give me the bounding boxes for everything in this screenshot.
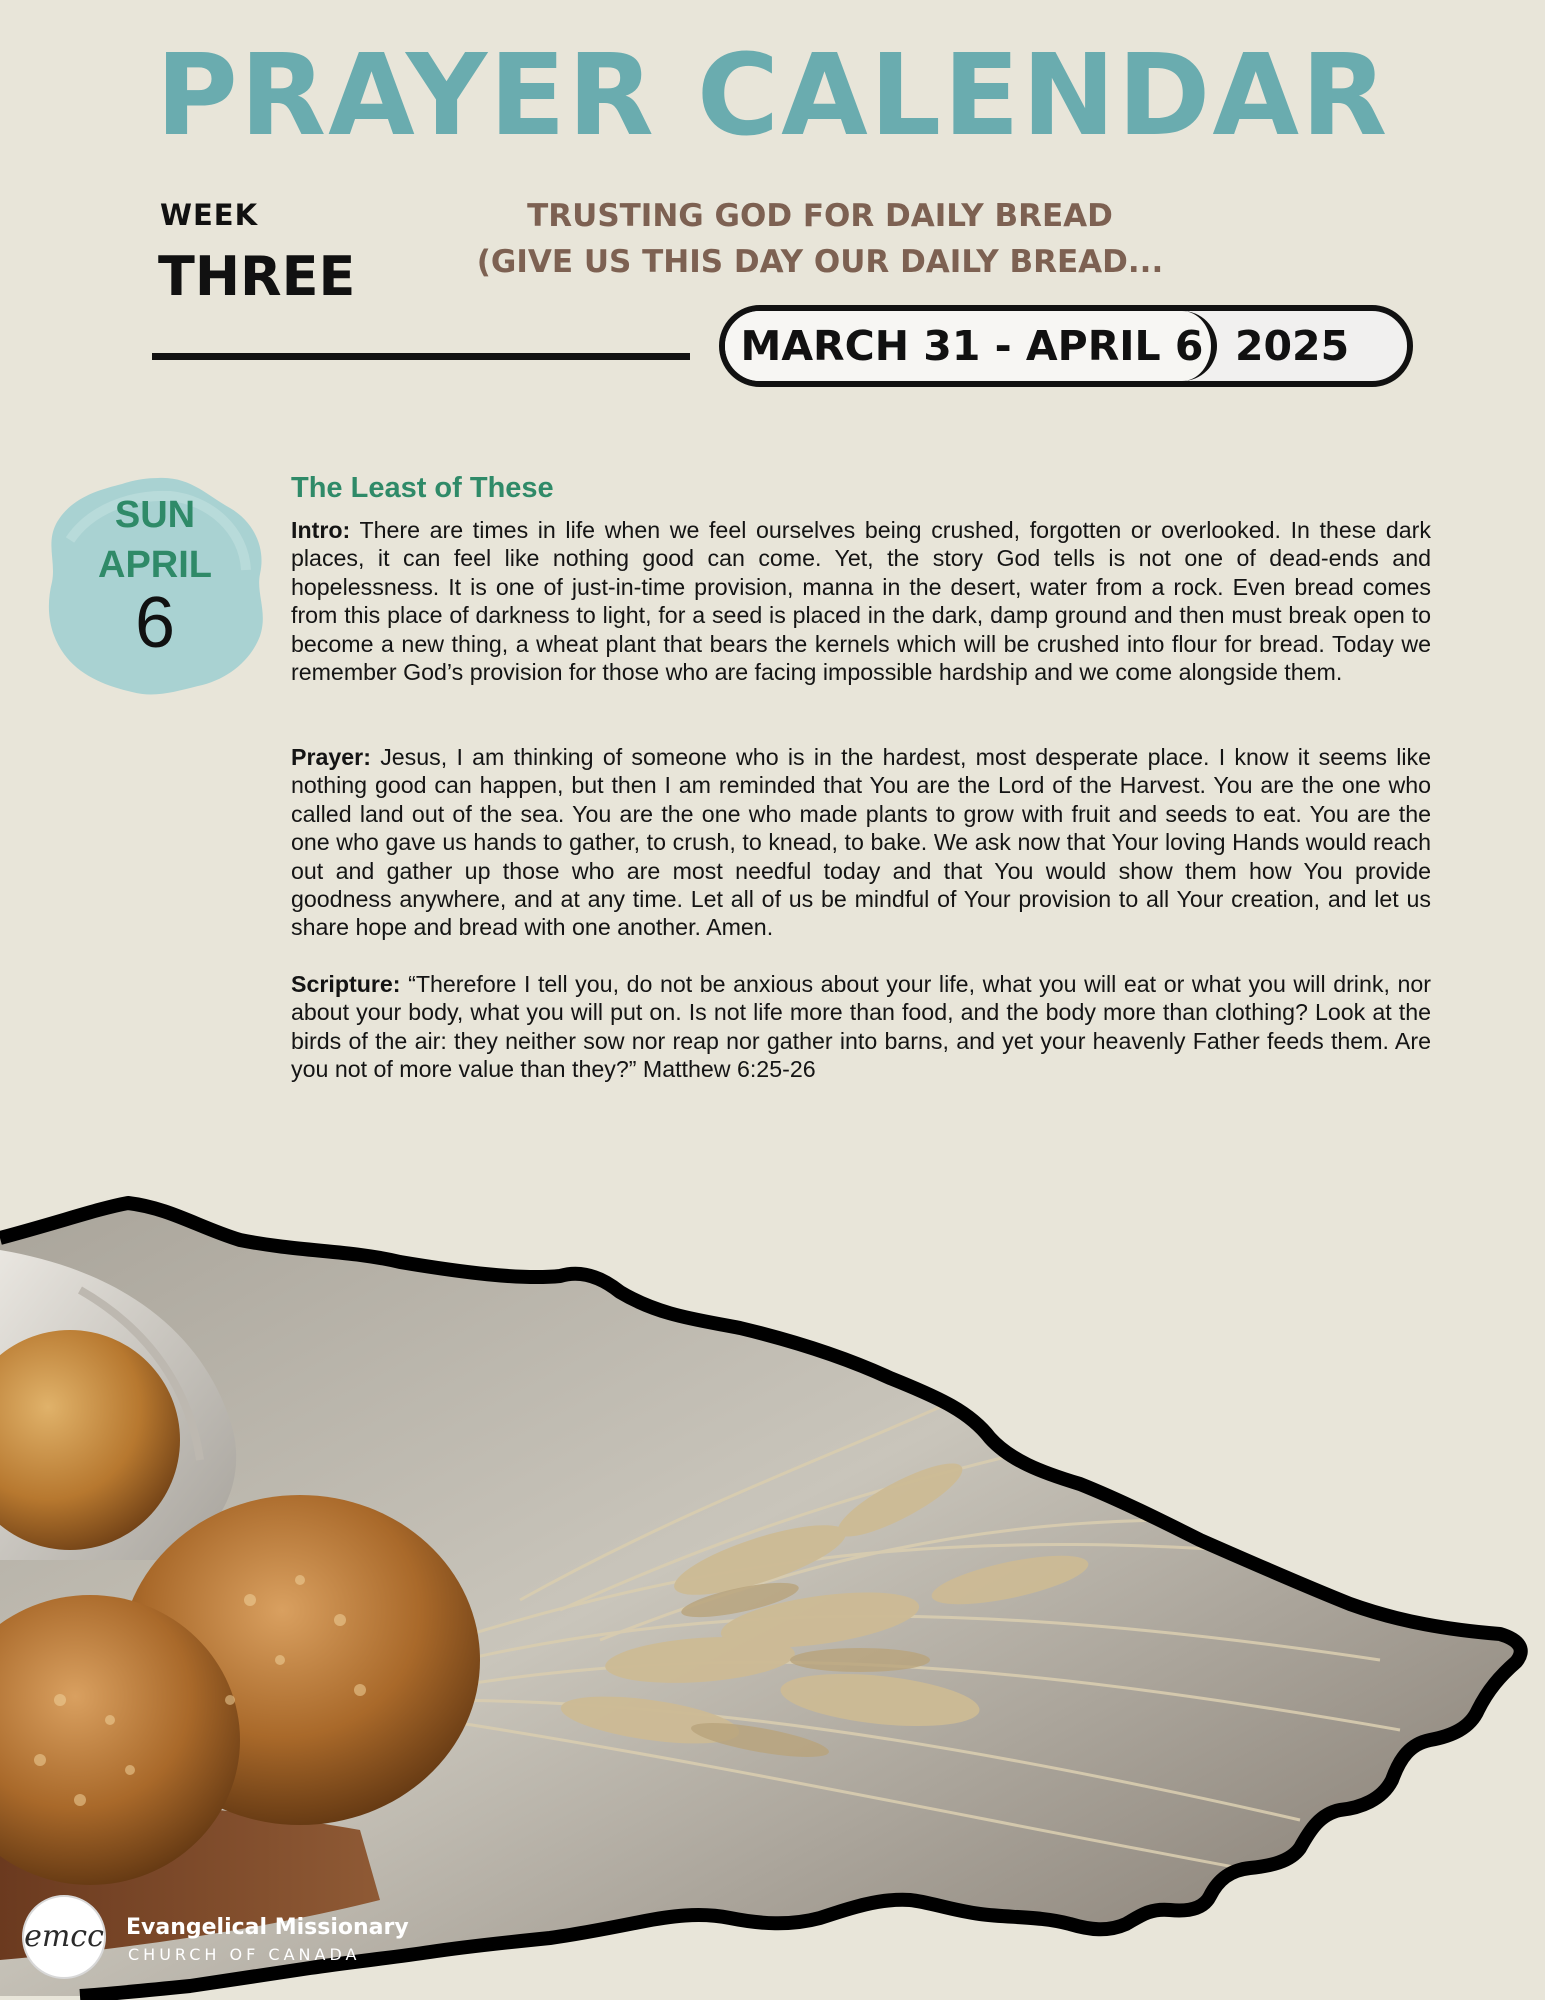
prayer-label: Prayer: xyxy=(291,744,371,770)
badge-weekday: SUN xyxy=(114,494,196,536)
theme-line-2: (GIVE US THIS DAY OUR DAILY BREAD... xyxy=(476,244,1164,280)
theme-line-1: TRUSTING GOD FOR DAILY BREAD xyxy=(527,198,1113,234)
week-label: WEEK xyxy=(160,198,259,232)
intro-text: There are times in life when we feel ourselves being crushed, forgotten or overlooked. In these dark places, it can feel like nothing good can come. Yet, the story God tells is not one of dead-ends and hopelessness. It is one of just-in-time provision, manna in the desert, water from a rock. Even bread comes from this place of darkness to light, for a seed is placed in the dark, damp ground and then must break open to become a new thing, a wheat plant that bears the kernels which will be crushed into flour for bread. Today we remember God’s provision for those who are facing impossible hardship and we come alongside them. xyxy=(291,517,1431,686)
scripture-label: Scripture: xyxy=(291,971,401,997)
scripture-text: “Therefore I tell you, do not be anxious about your life, what you will eat or what you will drink, nor about your body, what you will put on. Is not life more than food, and the body more than clothing? Look at the birds of the air: they neither sow nor reap nor gather into barns, and yet your heavenly Father feeds them. Are you not of more value than they?” Matthew 6:25-26 xyxy=(291,971,1431,1083)
org-name: Evangelical Missionary xyxy=(126,1915,409,1940)
page-title: PRAYER CALENDAR xyxy=(155,31,1390,161)
emcc-logo-mark: emcc xyxy=(22,1895,106,1979)
badge-month: APRIL xyxy=(98,544,212,586)
footer-logo xyxy=(22,1895,422,1985)
org-subtitle: CHURCH OF CANADA xyxy=(128,1945,361,1964)
date-range: MARCH 31 - APRIL 6 xyxy=(740,322,1204,370)
badge-day: 6 xyxy=(134,583,176,663)
intro-label: Intro: xyxy=(291,517,351,543)
date-year: 2025 xyxy=(1235,322,1350,370)
prayer-text: Jesus, I am thinking of someone who is in the hardest, most desperate place. I know it seems like nothing good can happen, but then I am reminded that You are the Lord of the Harvest. You are the one who called land out of the sea. You are the one who made plants to grow with fruit and seeds to eat. You are the one who gave us hands to gather, to crush, to knead, to bake. We ask now that Your loving Hands would reach out and gather up those who are most needful today and that You would show them how You provide goodness anywhere, and at any time. Let all of us be mindful of Your provision to all Your creation, and let us share hope and bread with one another. Amen. xyxy=(291,744,1431,941)
devotion-title: The Least of These xyxy=(291,472,554,504)
week-number: THREE xyxy=(158,245,356,308)
